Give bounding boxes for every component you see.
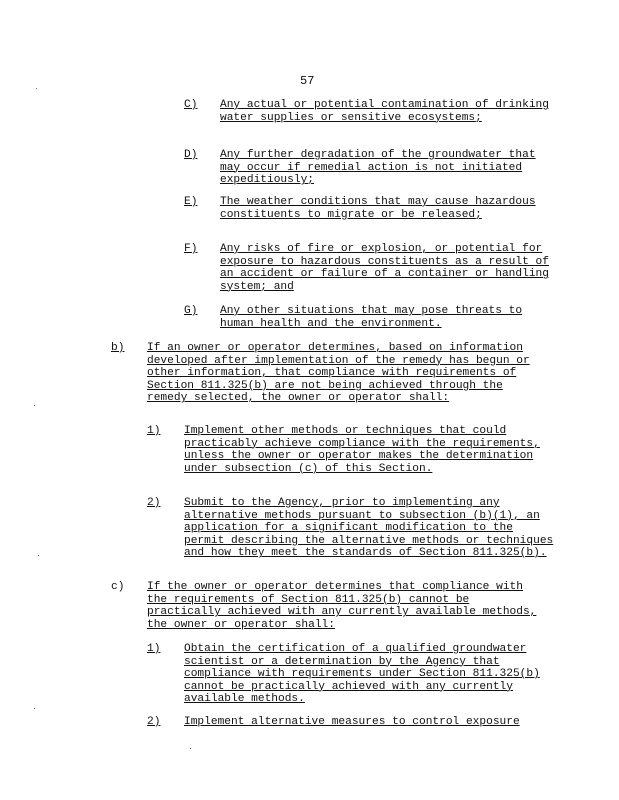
item-text-b2: Submit to the Agency, prior to implementing any alternative methods pursuant to subsection (b)(1), an application for a significant modification to the permit describing the alternative methods or techniques and how they meet the standards of Section 811.325(b).	[184, 497, 554, 560]
item-text-d: Any further degradation of the groundwater that may occur if remedial action is not initiated expeditiously;	[220, 149, 536, 187]
item-text-c2: Implement alternative measures to control exposure	[184, 716, 520, 728]
scan-speck	[190, 748, 191, 749]
item-label-b1: 1)	[147, 425, 161, 437]
item-text-b: If an owner or operator determines, based on information developed after implementation of the remedy has begun or other information, that compliance with requirements of Section 811.325(b) are not being achieved through the remedy selected, the owner or operator shall:	[147, 342, 530, 405]
item-label-c1: 1)	[147, 643, 161, 655]
item-text-c1: Obtain the certification of a qualified groundwater scientist or a determination by the Agency that compliance with requirements under Section 811.325(b) cannot be practically achieved with any currently available methods.	[184, 643, 540, 706]
item-label-c-upper: C)	[184, 99, 198, 111]
item-label-d: D)	[184, 149, 198, 161]
scan-speck	[36, 88, 37, 89]
item-text-c-upper: Any actual or potential contamination of drinking water supplies or sensitive ecosystems;	[220, 99, 549, 124]
item-label-b2: 2)	[147, 497, 161, 509]
scan-speck	[38, 555, 39, 556]
scan-speck	[34, 405, 35, 406]
page-number: 57	[300, 74, 315, 88]
item-label-c: c)	[111, 581, 125, 593]
item-text-c: If the owner or operator determines that compliance with the requirements of Section 811.325(b) cannot be practically achieved with any currently available methods, the owner or operator shall:	[147, 581, 537, 631]
item-text-e: The weather conditions that may cause hazardous constituents to migrate or be released;	[220, 196, 536, 221]
item-label-e: E)	[184, 196, 198, 208]
item-text-b1: Implement other methods or techniques that could practicably achieve compliance with the requirements, unless the owner or operator makes the determination under subsection (c) of this Section.	[184, 425, 540, 475]
scan-speck	[34, 708, 35, 709]
item-label-f: F)	[184, 243, 198, 255]
item-text-f: Any risks of fire or explosion, or potential for exposure to hazardous constituents as a result of an accident or failure of a container or handling system; and	[220, 243, 549, 293]
item-text-g: Any other situations that may pose threats to human health and the environment.	[220, 305, 523, 330]
item-label-b: b)	[111, 342, 125, 354]
item-label-c2: 2)	[147, 716, 161, 728]
item-label-g: G)	[184, 305, 198, 317]
